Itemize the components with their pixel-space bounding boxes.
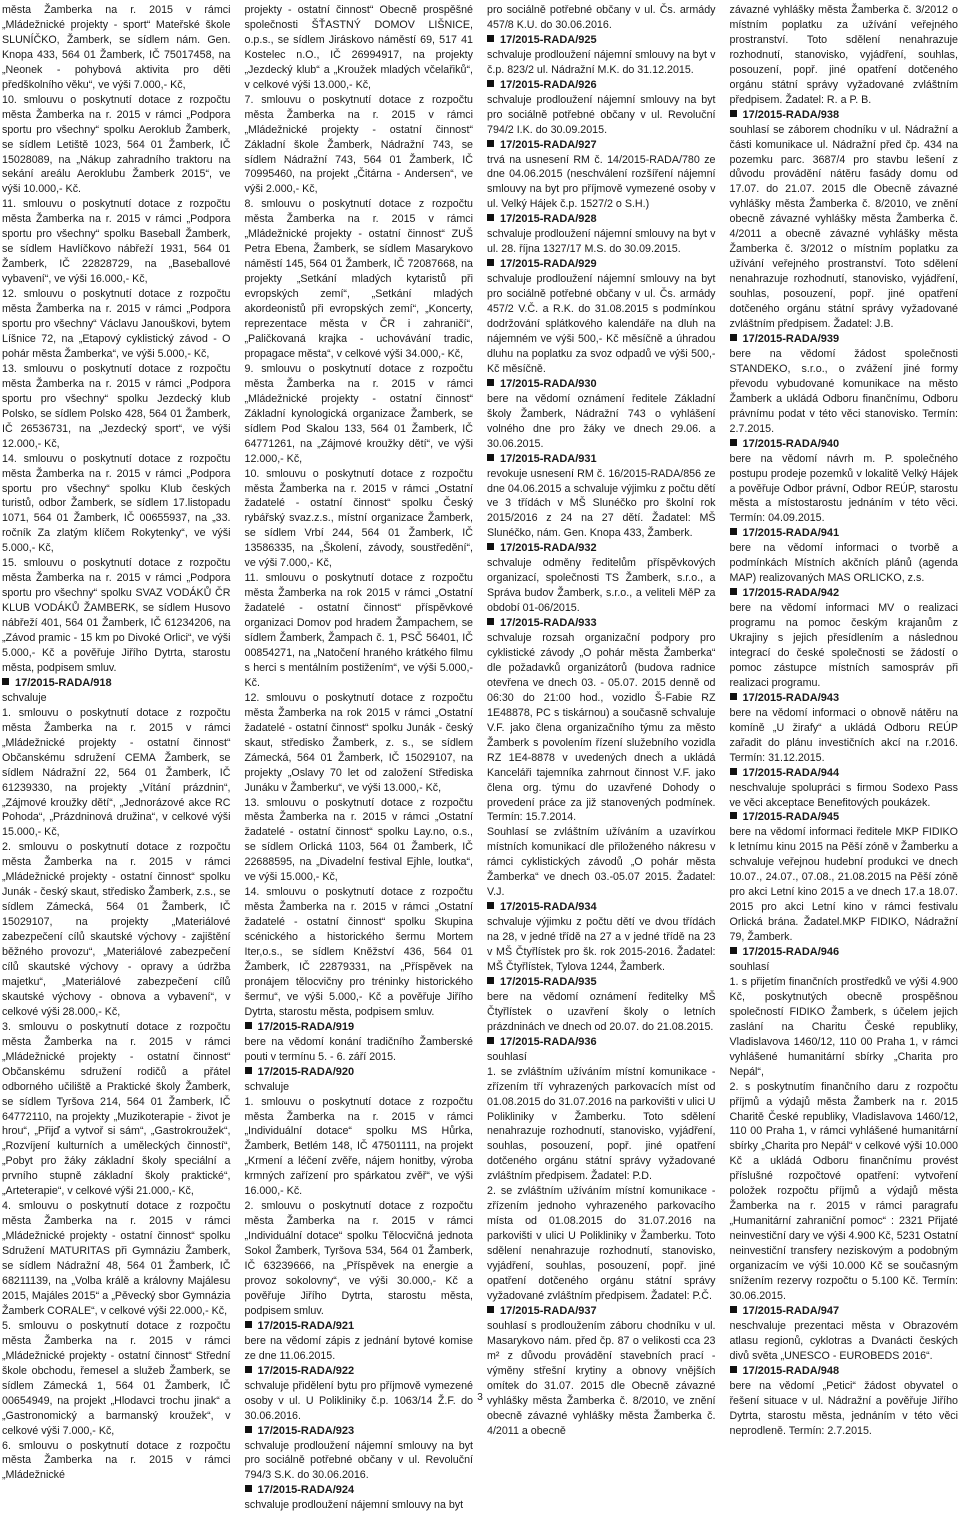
paragraph: revokuje usnesení RM č. 16/2015-RADA/856 ze dne 04.06.2015 a schvaluje výjimku z počtu dětí ve 3 třídách v MŠ Slunéčko pro školní rok 2015/2016 z 24 na 27 dětí. Žadatel: MŠ Slunéčko, nám. Gen. Knopa 433, Žamberk. (487, 467, 716, 540)
resolution-number: 17/2015-RADA/920 (257, 1065, 355, 1078)
square-bullet-icon (487, 1306, 494, 1313)
resolution-number: 17/2015-RADA/948 (742, 1364, 840, 1377)
paragraph: 5. smlouvu o poskytnutí dotace z rozpočtu města Žamberka na r. 2015 v rámci „Mládežnické projekty - ostatní činnost“ Střední škole obchodu, řemesel a služeb Žamberk, se sídlem Zámecká 1, 564 01 Žamberk, IČ 00654949, na projekt „Hlodavci trochu jinak“ a „Gastronomický a barmanský kroužek“, v celkové výši 7.000,- Kč, (2, 1319, 231, 1437)
resolution-heading (730, 691, 959, 706)
paragraph: 7. smlouvu o poskytnutí dotace z rozpočtu města Žamberka na r. 2015 v rámci „Mládežnické projekty - ostatní činnost“ Základní škole Žamberk, Nádražní 743, se sídlem Nádražní 743, 564 01 Žamberk, IČ 70995460, na projekt „Čitárna - Andersen“, ve výši 2.000,- Kč, (244, 93, 473, 196)
paragraph: 15. smlouvu o poskytnutí dotace z rozpočtu města Žamberka na r. 2015 v rámci „Podpora sportu pro všechny“ spolku SVAZ VODÁKŮ ČR KLUB VODÁKŮ ŽAMBERK, se sídlem Husovo nábřeží 401, 564 01 Žamberk, IČ 61234206, na „Závod pramic - 15 km po Divoké Orlici“, ve výši 5.000,- Kč a pověřuje Jiřího Dytrta, starostu města, podpisem smluv. (2, 557, 231, 674)
resolution-heading (487, 616, 716, 631)
paragraph: 1. s přijetím finančních prostředků ve výši 4.900 Kč, poskytnutých obecně prospěšnou společností FIDIKO Žamberk, s účelem jejich zaslání na Charitu České republiky, Vladislavova 1460/12, 110 00 Praha 1, v rámci vyhlášené humanitární sbírky „Charita pro Nepál“, (729, 975, 958, 1078)
resolution-heading (730, 108, 959, 123)
resolution-number: 17/2015-RADA/940 (742, 437, 840, 450)
paragraph: 14. smlouvu o poskytnutí dotace z rozpočtu města Žamberka na r. 2015 v rámci „Ostatní žadatelé - ostatní činnost“ spolku Skupina scénického a historického šermu Mortem Iter,o.s., se sídlem Kněžství 436, 564 01 Žamberk, IČ 22879331, na „Příspěvek na pronájem tělocvičny pro tréninky historického šermu“, ve výši 5.000,- Kč a pověřuje Jiřího Dytrta, starostu města, podpisem smluv. (244, 886, 473, 1018)
resolution-heading (245, 1424, 474, 1439)
resolution-heading (487, 1304, 716, 1319)
resolution-number: 17/2015-RADA/945 (742, 811, 840, 824)
resolution-heading (245, 1364, 474, 1379)
resolution-heading (730, 810, 959, 825)
paragraph: souhlasí s prodloužením záboru chodníku v ul. Masarykovo nám. před čp. 87 o velikosti cca 23 m² z důvodu provádění stavebních prací - výměny střešní krytiny a obnovy vnějších omítek do 31.07. 2015 dle Obecně závazné vyhlášky města Žamberka č. 8/2010, ve znění obecně závazné vyhlášky města Žamberka č. 4/2011 a obecně (487, 1319, 716, 1437)
square-bullet-icon (487, 977, 494, 984)
square-bullet-icon (245, 1022, 252, 1029)
resolution-heading (487, 377, 716, 392)
square-bullet-icon (2, 678, 9, 685)
paragraph: 6. smlouvu o poskytnutí dotace z rozpočtu města Žamberka na r. 2015 v rámci „Mládežnické (2, 1439, 231, 1482)
resolution-number: 17/2015-RADA/937 (500, 1304, 597, 1317)
paragraph: 1. smlouvu o poskytnutí dotace z rozpočtu města Žamberka na r. 2015 v rámci „Mládežnické projekty - ostatní činnost“ Občanskému sdružení CEMA Žamberk, se sídlem Nádražní 22, 564 01 Žamberk, IČ 61239330, na projekty „Vítání prázdnin“, „Zájmové kroužky dětí“, „Jednorázové akce RC Pohoda“, „Prázdninová družina“, v celkové výši 15.000,- Kč, (2, 706, 231, 839)
square-bullet-icon (730, 1366, 737, 1373)
square-bullet-icon (487, 618, 494, 625)
resolution-heading (245, 1020, 474, 1035)
square-bullet-icon (487, 1037, 494, 1044)
paragraph: 2. se zvláštním užíváním místní komunikace - zřízením jednoho vyhrazeného parkovacího místa od 01.08.2015 do 31.07.2016 na parkovišti v ulici U Polikliniky v Žamberku. Toto sdělení nenahrazuje rozhodnutí, stanovisko, vyjádření, souhlas, posouzení, popř. jiné opatření dotčeného orgánu státní správy vyžadované zvláštním předpisem. Žadatel: P.Č. (487, 1185, 716, 1302)
paragraph: schvaluje prodloužení nájemní smlouvy na byt (244, 1499, 464, 1512)
resolution-heading (245, 1319, 474, 1334)
square-bullet-icon (730, 588, 737, 595)
resolution-number: 17/2015-RADA/942 (742, 587, 840, 600)
resolution-number: 17/2015-RADA/939 (742, 332, 840, 345)
resolution-heading (487, 452, 716, 467)
paragraph: 13. smlouvu o poskytnutí dotace z rozpočtu města Žamberka na r. 2015 v rámci „Ostatní žadatelé - ostatní činnost“ spolku Lay.no, o.s., se sídlem Orlická 1103, 564 01 Žamberk, IČ 22688595, na „Divadelní festival Ejhle, loutka“, ve výši 15.000,- Kč, (244, 796, 473, 884)
paragraph: 9. smlouvu o poskytnutí dotace z rozpočtu města Žamberka na r. 2015 v rámci „Mládežnické projekty - ostatní činnost“ Základní kynologická organizace Žamberk, se sídlem Pod Skalou 133, 564 01 Žamberk, IČ 64771261, na „Zájmové kroužky dětí“, ve výši 12.000,- Kč, (244, 362, 473, 465)
square-bullet-icon (487, 379, 494, 386)
paragraph: 3. smlouvu o poskytnutí dotace z rozpočtu města Žamberka na r. 2015 v rámci „Mládežnické projekty - ostatní činnost“ Občanskému sdružení rodičů a přátel odborného učiliště a Praktické školy Žamberk, se sídlem Tyršova 214, 564 01 Žamberk, IČ 64772110, na projekty „Muzikoterapie - život je hrou“, „Přijď a vytvoř si sám“, „Gastrokroužek“, „Rozvíjení kulturních a uměleckých činností“, „Pobyt pro žáky základní školy speciální a prvního stupně základní školy praktické“, „Arteterapie“, v celkové výši 21.000,- Kč, (2, 1020, 231, 1198)
resolution-heading (730, 526, 959, 541)
square-bullet-icon (245, 1366, 252, 1373)
paragraph: 10. smlouvu o poskytnutí dotace z rozpočtu města Žamberka na r. 2015 v rámci „Podpora sportu pro všechny“ spolku Aeroklub Žamberk, se sídlem Letiště 1023, 564 01 Žamberk, IČ 15028089, na „Nákup zahradního traktoru na sekání areálu Aeroklubu Žamberk 2015“, ve výši 10.000,- Kč. (2, 93, 231, 196)
paragraph: schvaluje prodloužení nájemní smlouvy na byt v č.p. 823/2 ul. Nádražní M.K. do 31.12.2015. (487, 48, 716, 76)
resolution-number: 17/2015-RADA/918 (15, 676, 112, 689)
resolution-number: 17/2015-RADA/941 (742, 527, 840, 540)
square-bullet-icon (730, 110, 737, 117)
paragraph: bere na vědomí informaci o tvorbě a podmínkách Místních akčních plánů (agenda MAP) realizovaných MAS ORLICKO, z.s. (729, 542, 958, 585)
square-bullet-icon (730, 812, 737, 819)
resolution-heading (487, 33, 716, 48)
resolution-number: 17/2015-RADA/934 (500, 901, 597, 914)
resolution-heading (487, 975, 716, 990)
square-bullet-icon (245, 1485, 252, 1492)
paragraph: závazné vyhlášky města Žamberka č. 3/2012 o místním poplatku za užívání veřejného prostranství. Toto sdělení nenahrazuje rozhodnutí, stanovisko, vyjádření, souhlas, posouzení, popř. jiné opatření dotčeného orgánu státní správy vyžadované zvláštním předpisem. Žadatel: R. a P. B. (729, 4, 958, 106)
square-bullet-icon (487, 214, 494, 221)
resolution-number: 17/2015-RADA/921 (257, 1319, 355, 1332)
resolution-heading (730, 766, 959, 781)
paragraph: 1. se zvláštním užíváním místní komunikace - zřízením tří vyhrazených parkovacích míst od 01.08.2015 do 31.07.2016 na parkovišti v ulici U Polikliniky v Žamberku. Toto sdělení nenahrazuje rozhodnutí, stanovisko, vyjádření, souhlas, posouzení, popř. jiné opatření dotčeného orgánu státní správy vyžadované zvláštním předpisem. Žadatel: P.D. (487, 1065, 716, 1183)
paragraph: bere na vědomí informaci ředitele MKP FIDIKO k letnímu kinu 2015 na Pěší zóně v Žamberku a schvaluje veřejnou hudební produkci ve dnech 10.07., 24.07., 07.08., 21.08.2015 na Pěší zóně pro akci Letní kino 2015 a ve dnech 17.a 18.07. 2015 pro akci Letní kino v rámci festivalu Orlická brána. Žadatel.MKP FIDIKO, Nádražní 79, Žamberk. (729, 826, 958, 944)
paragraph: bere na vědomí oznámení ředitele Základní školy Žamberk, Nádražní 743 o vyhlášení volného dne pro žáky ve dnech 29.06. a 30.06.2015. (487, 392, 716, 450)
resolution-number: 17/2015-RADA/944 (742, 766, 840, 779)
resolution-heading (487, 1035, 716, 1050)
resolution-number: 17/2015-RADA/930 (500, 377, 597, 390)
resolution-number: 17/2015-RADA/938 (742, 108, 840, 121)
paragraph: 11. smlouvu o poskytnutí dotace z rozpočtu města Žamberka na r. 2015 v rámci „Podpora sportu pro všechny“ spolku Baseball Žamberk, se sídlem Havlíčkovo nábřeží 1931, 564 01 Žamberk, IČ 22828729, na „Baseballové vybavení“, ve výši 16.000,- Kč, (2, 198, 231, 286)
square-bullet-icon (245, 1321, 252, 1328)
paragraph: schvaluje prodloužení nájemní smlouvy na byt v ul. 28. října 1327/17 M.S. do 30.09.2015. (487, 228, 716, 256)
resolution-number: 17/2015-RADA/928 (500, 213, 597, 226)
resolution-heading (730, 1304, 959, 1319)
paragraph: schvaluje výjimku z počtu dětí ve dvou třídách na 28, v jedné třídě na 27 a v jedné třídě na 23 v MŠ Čtyřlístek pro šk. rok 2015-2016. Žadatel: MŠ Čtyřlístek, Tylova 1244, Žamberk. (487, 916, 716, 973)
resolution-heading (487, 138, 716, 153)
resolution-heading (487, 78, 716, 93)
paragraph: bere na vědomí zápis z jednání bytové komise ze dne 11.06.2015. (244, 1334, 473, 1362)
paragraph: bere na vědomí konání tradičního Žamberské pouti v termínu 5. - 6. září 2015. (244, 1035, 473, 1063)
resolution-heading (730, 1364, 959, 1379)
paragraph: Souhlasí se zvláštním užíváním a uzavírkou místních komunikací dle přiloženého nákresu v rámci cyklistických závodů „O pohár města Žamberka“ ve dnech 03.-05.07 2015. Žadatel: V.J. (487, 826, 716, 899)
paragraph: bere na vědomí informaci o obnově nátěru na komíně „U žirafy“ a ukládá Odboru REÚP zařadit do plánu investičních akcí na r.2016. Termín: 31.12.2015. (729, 706, 958, 764)
column-2 (244, 3, 474, 1512)
resolution-number: 17/2015-RADA/946 (742, 946, 840, 959)
square-bullet-icon (730, 334, 737, 341)
resolution-number: 17/2015-RADA/931 (500, 452, 597, 465)
square-bullet-icon (730, 528, 737, 535)
resolution-number: 17/2015-RADA/927 (500, 138, 597, 151)
resolution-number: 17/2015-RADA/935 (500, 975, 597, 988)
resolution-heading (730, 437, 959, 452)
square-bullet-icon (487, 140, 494, 147)
paragraph: bere na vědomí oznámení ředitelky MŠ Čtyřlístek o uzavření školy o letních prázdninách ve dnech od 20.07. do 21.08.2015. (487, 990, 716, 1033)
resolution-heading (487, 541, 716, 556)
square-bullet-icon (730, 439, 737, 446)
paragraph: města Žamberka na r. 2015 v rámci „Mládežnické projekty - sport“ Mateřské škole SLUNÍČKO, Žamberk, se sídlem nám. Gen. Knopa 433, 564 01 Žamberk, IČ 75017458, na „Neonek - pohybová aktivita pro děti předškolního věku“, ve výši 7.000,- Kč, (2, 4, 231, 91)
paragraph: projekty - ostatní činnost“ Obecně prospěšné společnosti ŠŤASTNÝ DOMOV LIŠNICE, o.p.s., se sídlem Jiráskovo náměstí 69, 517 41 Kostelec n.O., IČ 26994917, na projekty „Jezdecký klub“ a „Kroužek mladých včelařiků“, v celkové výši 13.000,- Kč, (244, 4, 473, 91)
resolution-number: 17/2015-RADA/929 (500, 258, 597, 271)
resolution-heading (730, 332, 959, 347)
square-bullet-icon (487, 35, 494, 42)
paragraph: bere na vědomí informaci MV o realizaci programu na pomoc českým krajanům z Ukrajiny s jejich přesídlením a následnou integrací do české společnosti se žádostí o pomoc zástupce místních samospráv při realizaci programu. (729, 602, 958, 689)
paragraph: neschvaluje spolupráci s firmou Sodexo Pass ve věci akceptace Benefitových poukázek. (729, 781, 958, 809)
paragraph: 1. smlouvu o poskytnutí dotace z rozpočtu města Žamberka na r. 2015 v rámci „Individuální dotace“ spolku MS Hůrka, Žamberk, Betlém 148, IČ 47501111, na projekt „Krmení a léčení zvěře, nájem honitby, výroba krmných zařízení pro spárkatou zvěř“, ve výši 16.000,- Kč. (244, 1095, 473, 1198)
paragraph: 12. smlouvu o poskytnutí dotace z rozpočtu města Žamberka na rok 2015 v rámci „Ostatní žadatelé - ostatní činnost“ spolku Junák - český skaut, středisko Žamberk, z. s., se sídlem Zámecká, 564 01 Žamberk, IČ 15029107, na projekty „Oslavy 70 let od založení Střediska Junáku v Žamberku“, ve výši 13.000,- Kč, (244, 691, 473, 794)
paragraph: schvaluje (2, 691, 47, 704)
resolution-number: 17/2015-RADA/925 (500, 33, 597, 46)
paragraph: 14. smlouvu o poskytnutí dotace z rozpočtu města Žamberka na r. 2015 v rámci „Podpora sportu pro všechny“ spolku Klub českých turistů, odbor Žamberk, se sídlem 17.listopadu 1071, 564 01 Žamberk, IČ 00655937, na „33. ročník Za zlatým klíčem Rokytenky“, ve výši 5.000,- Kč, (2, 452, 231, 555)
paragraph: 2. s poskytnutím finančního daru z rozpočtu příjmů a výdajů města Žamberk na r. 2015 Charitě České republiky, Vladislavova 1460/12, 110 00 Praha 1, v rámci vyhlášené humanitární sbírky „Charita pro Nepál“ v celkové výši 10.000 Kč a ukládá Odboru finančnímu provést příslušné rozpočtové opatření: vytvoření položek rozpočtu příjmů a výdajů města Žamberka na r. 2015 v rámci paragrafu „Humanitární zahraniční pomoc“ : 2321 Přijaté neinvestiční dary ve výši 4.900 Kč, 5231 Ostatní neinvestiční transfery neziskovým a podobným organizacím ve výši 10.000 Kč se současným snížením rezervy rozpočtu o 5.100 Kč. Termín: 30.06.2015. (729, 1080, 958, 1302)
square-bullet-icon (487, 259, 494, 266)
paragraph: schvaluje prodloužení nájemní smlouvy na byt pro sociálně potřebné občany v ul. Čs. armády 457/2 V.Č. a R.K. do 31.08.2015 s podmínkou dodržování splátkového kalendáře na dluh na nájemném ve výši 500,- Kč měsíčně a úhradou dluhu na poplatku za svoz odpadů ve výši 500,- Kč měsíčně. (487, 273, 716, 375)
paragraph: trvá na usnesení RM č. 14/2015-RADA/780 ze dne 04.06.2015 (neschválení rozšíření nájemní smlouvy na byt pro příjmově vymezené osoby v ul. Velký Hájek č.p. 1527/2 o S.H.) (487, 153, 716, 211)
resolution-heading (245, 1065, 474, 1080)
paragraph: 8. smlouvu o poskytnutí dotace z rozpočtu města Žamberka na r. 2015 v rámci „Mládežnické projekty - ostatní činnost“ ZUŠ Petra Ebena, Žamberk, se sídlem Masarykovo náměstí 145, 564 01 Žamberk, IČ 72087668, na projekty „Setkání mladých kytaristů při evropských zemí“, „Setkání mladých akordeonistů při evropských zemí“, „Koncerty, reprezentace města v ČR i zahraničí“, „Paličkovaná krajka - uchovávání tradic, propagace města“, v celkové výši 34.000,- Kč, (244, 198, 473, 360)
paragraph: schvaluje prodloužení nájemní smlouvy na byt pro sociálně potřebné občany v ul. Revoluční 794/3 S.K. do 30.06.2016. (244, 1439, 473, 1482)
square-bullet-icon (730, 1306, 737, 1313)
resolution-number: 17/2015-RADA/923 (257, 1424, 355, 1437)
paragraph: souhlasí (729, 961, 770, 973)
resolution-number: 17/2015-RADA/932 (500, 542, 597, 555)
resolution-number: 17/2015-RADA/919 (257, 1020, 355, 1033)
paragraph: 2. smlouvu o poskytnutí dotace z rozpočtu města Žamberka na r. 2015 v rámci „Individuální dotace“ spolku Tělocvičná jednota Sokol Žamberk, Tyršova 534, 564 01 Žamberk, IČ 63239666, na „Příspěvek na energie a provoz sokolovny“, ve výši 30.000,- Kč a pověřuje Jiřího Dytrta, starostu města, podpisem smluv. (244, 1200, 473, 1317)
resolution-number: 17/2015-RADA/933 (500, 617, 597, 630)
resolution-number: 17/2015-RADA/943 (742, 691, 840, 704)
column-4 (729, 3, 959, 1437)
resolution-heading (487, 257, 716, 272)
resolution-heading (730, 945, 959, 960)
resolution-heading (245, 1483, 474, 1498)
paragraph: schvaluje přidělení bytu pro příjmově vymezené osoby v ul. U Polikliniky č.p. 1063/14 Ž.F. do 30.06.2016. (244, 1379, 473, 1422)
paragraph: schvaluje rozsah organizační podpory pro cyklistické závody „O pohár města Žamberka“ dle požadavků organizátorů (budova radnice otevřena ve dnech 03. - 05.07. 2015 denně od 06:30 do 21:00 hod., vozidlo Š-Fabie RZ 1E48878, PC s tiskárnou) a současně schvaluje V.F. jako člena organizačního týmu za město Žamberk s povolením řízení služebního vozidla RZ 1E4-8878 v uvedených dnech a ukládá Kanceláři tajemníka zahrnout činnost V.F. jako člena org. týmu do uzavřené Dohody o provedení práce za již stanovených podmínek. Termín: 15.7.2014. (487, 632, 716, 824)
resolution-number: 17/2015-RADA/947 (742, 1304, 840, 1317)
paragraph: pro sociálně potřebné občany v ul. Čs. armády 457/8 K.U. do 30.06.2016. (487, 4, 716, 31)
resolution-number: 17/2015-RADA/922 (257, 1364, 355, 1377)
square-bullet-icon (245, 1426, 252, 1433)
paragraph: bere na vědomí „Petici“ žádost obyvatel o řešení situace v ul. Nádražní a pověřuje Jiřího Dytrta, starostu města, jednáním v této věci neprodleně. Termín: 2.7.2015. (729, 1379, 958, 1437)
paragraph: 10. smlouvu o poskytnutí dotace z rozpočtu města Žamberka na r. 2015 v rámci „Ostatní žadatelé - ostatní činnost“ spolku Český rybářský svaz.z.s., místní organizace Žamberk, se sídlem Vrbí 244, 564 01 Žamberk, IČ 13586335, na „Školení, závody, soustředění“, ve výši 7.000,- Kč, (244, 467, 473, 570)
paragraph: bere na vědomí návrh m. P. společného postupu prodeje pozemků v lokalitě Velký Hájek a pověřuje Odbor právní, Odbor REÚP, starostu města a místostarostu jednáním v této věci. Termín: 04.09.2015. (729, 452, 958, 525)
column-3 (487, 3, 716, 1437)
resolution-heading (730, 586, 959, 601)
square-bullet-icon (487, 454, 494, 461)
square-bullet-icon (730, 693, 737, 700)
square-bullet-icon (487, 902, 494, 909)
paragraph: 11. smlouvu o poskytnutí dotace z rozpočtu města Žamberka na rok 2015 v rámci „Ostatní žadatelé - ostatní činnost“ příspěvkové organizaci Domov pod hradem Žampachem, se sídlem Žamberk, Žampach č. 1, PSČ 56401, IČ 00854271, na „Natočení hraného krátkého filmu s herci s mentálním postižením“, ve výši 5.000,- Kč. (244, 572, 473, 689)
paragraph: 4. smlouvu o poskytnutí dotace z rozpočtu města Žamberka na r. 2015 v rámci „Mládežnické projekty - ostatní činnost“ spolku Sdružení MATURITAS při Gymnáziu Žamberk, se sídlem Nádražní 48, 564 01 Žamberk, IČ 68211139, na „Volba králě a královny Majálesu 2015, Majáles 2015“ a „Pěvecký sbor Gymnázia Žamberk CORALE“, v celkové výši 22.000,- Kč, (2, 1200, 231, 1317)
paragraph: schvaluje odměny ředitelům příspěvkových organizací, společnosti TS Žamberk, s.r.o., a Správa budov Žamberk, s.r.o., a veliteli MěP za období 01-06/2015. (487, 557, 716, 615)
square-bullet-icon (245, 1067, 252, 1074)
paragraph: 13. smlouvu o poskytnutí dotace z rozpočtu města Žamberka na r. 2015 v rámci „Podpora sportu pro všechny“ spolku Jezdecký klub Polsko, se sídlem Polsko 428, 564 01 Žamberk, IČ 26536731, na „Jezdecký sport“, ve výši 12.000,- Kč, (2, 362, 231, 450)
square-bullet-icon (730, 768, 737, 775)
paragraph: schvaluje prodloužení nájemní smlouvy na byt pro sociálně potřebné občany v ul. Revoluční 794/2 I.K. do 30.09.2015. (487, 93, 716, 136)
resolution-heading (487, 212, 716, 227)
paragraph: 2. smlouvu o poskytnutí dotace z rozpočtu města Žamberka na r. 2015 v rámci „Mládežnické projekty - ostatní činnost“ spolku Junák - český skaut, středisko Žamberk, z.s., se sídlem Zámecká, 564 01 Žamberk, IČ 15029107, na projekty „Materiálové zabezpečení cílů skautské výchovy - zajištění běžného provozu“, „Materiálové zabezpečení cílů skautské výchovy - opravy a údržba majetku“, „Materiálové zabezpečení cílů skautské výchovy - obnova a vybavení“, v celkové výši 28.000,- Kč, (2, 841, 231, 1018)
resolution-number: 17/2015-RADA/936 (500, 1035, 597, 1048)
paragraph: bere na vědomí žádost společnosti STANDEKO, s.r.o., o zvážení jiné formy převodu vybudované komunikace na město Žamberk a ukládá Odboru finančnímu, Odboru právnímu podat v této věci stanovisko. Termín: 2.7.2015. (729, 347, 958, 435)
resolution-number: 17/2015-RADA/926 (500, 78, 597, 91)
square-bullet-icon (730, 947, 737, 954)
paragraph: souhlasí (487, 1050, 527, 1063)
paragraph: 12. smlouvu o poskytnutí dotace z rozpočtu města Žamberka na r. 2015 v rámci „Podpora sportu pro všechny“ Václavu Janouškovi, bytem Líšnice 72, na „Etapový cyklistický závod - O pohár města Žamberka“, ve výši 5.000,- Kč, (2, 288, 231, 360)
paragraph: neschvaluje prezentaci města v Obrazovém atlasu regionů, cyklotras a Dvanácti českých divů světa „UNESCO - EUROBEDS 2016“. (729, 1319, 958, 1362)
page-number: 3 (477, 1392, 483, 1403)
resolution-number: 17/2015-RADA/924 (257, 1484, 355, 1497)
paragraph: souhlasí se záborem chodníku v ul. Nádražní a části komunikace ul. Nádražní před čp. 434 na pozemku parc. 3687/4 pro stavbu lešení z důvodu provádění nátěru fasády domu od 17.07. do 21.07. 2015 dle Obecně závazné vyhlášky města Žamberka č. 8/2010, ve znění obecně závazné vyhlášky města Žamberka č. 4/2011 a obecně závazné vyhlášky města Žamberka č. 3/2012 o místním poplatku za užívání veřejného prostranství. Toto sdělení nenahrazuje rozhodnutí, stanovisko, vyjádření, souhlas, posouzení, popř. jiné opatření dotčeného orgánu státní správy vyžadované zvláštním předpisem. Žadatel: J.B. (729, 123, 958, 331)
paragraph: schvaluje (244, 1080, 290, 1093)
resolution-heading (2, 676, 231, 691)
square-bullet-icon (487, 543, 494, 550)
column-1 (2, 3, 231, 1482)
square-bullet-icon (487, 80, 494, 87)
text-columns (2, 3, 958, 1512)
resolution-heading (487, 900, 716, 915)
